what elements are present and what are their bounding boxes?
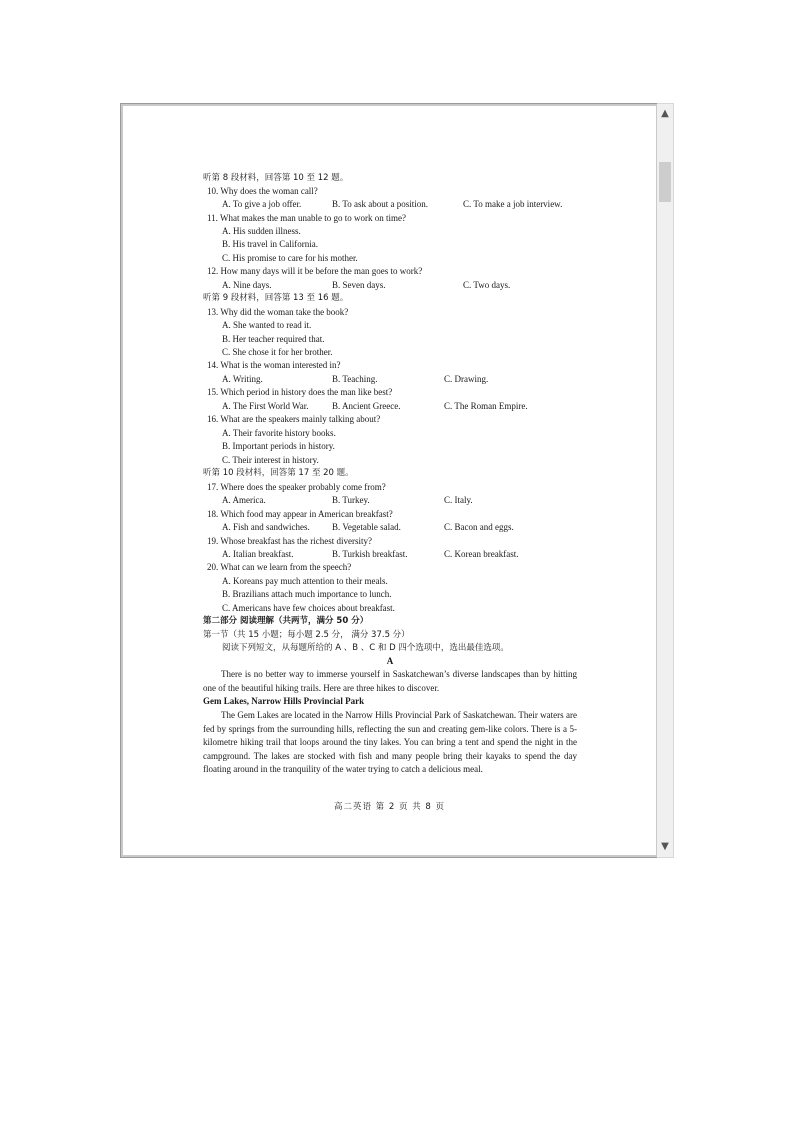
page-footer: 高二英语 第 2 页 共 8 页 xyxy=(333,802,446,812)
passage-intro: There is no better way to immerse yourself in Saskatchewan’s diverse landscapes than by hitting one of the beautiful hiking trails. Here are three hikes to discover. xyxy=(203,669,577,693)
question-13: 13. Why did the woman take the book? xyxy=(207,307,349,317)
option-11b: B. His travel in California. xyxy=(222,239,318,249)
section-heading-listen10: 听第 10 段材料，回答第 17 至 20 题。 xyxy=(203,468,354,478)
scroll-up-icon[interactable]: ▲ xyxy=(661,108,669,119)
option-12c: C. Two days. xyxy=(463,280,511,290)
option-20b: B. Brazilians attach much importance to lunch. xyxy=(222,589,392,599)
option-16c: C. Their interest in history. xyxy=(222,455,319,465)
passage-heading-gem-lakes: Gem Lakes, Narrow Hills Provincial Park xyxy=(203,696,365,706)
passage-letter: A xyxy=(386,656,394,666)
question-12: 12. How many days will it be before the man goes to work? xyxy=(207,266,423,276)
question-15: 15. Which period in history does the man like best? xyxy=(207,387,393,397)
option-17c: C. Italy. xyxy=(444,495,473,505)
option-19a: A. Italian breakfast. xyxy=(222,549,294,559)
document-viewer xyxy=(120,103,659,858)
option-15a: A. The First World War. xyxy=(222,401,309,411)
option-14a: A. Writing. xyxy=(222,374,263,384)
option-19c: C. Korean breakfast. xyxy=(444,549,519,559)
option-20a: A. Koreans pay much attention to their meals. xyxy=(222,576,388,586)
option-13a: A. She wanted to read it. xyxy=(222,320,312,330)
part-two-heading: 第二部分 阅读理解（共两节，满分 50 分） xyxy=(203,616,369,626)
option-18a: A. Fish and sandwiches. xyxy=(222,522,310,532)
vertical-scrollbar[interactable] xyxy=(657,103,674,858)
option-20c: C. Americans have few choices about breakfast. xyxy=(222,603,395,613)
option-11c: C. His promise to care for his mother. xyxy=(222,253,358,263)
option-14b: B. Teaching. xyxy=(332,374,378,384)
question-17: 17. Where does the speaker probably come from? xyxy=(207,482,386,492)
option-19b: B. Turkish breakfast. xyxy=(332,549,408,559)
option-10a: A. To give a job offer. xyxy=(222,199,302,209)
option-15c: C. The Roman Empire. xyxy=(444,401,528,411)
question-18: 18. Which food may appear in American breakfast? xyxy=(207,509,393,519)
section-one-heading: 第一节（共 15 小题；每小题 2.5 分， 满分 37.5 分） xyxy=(203,630,410,640)
option-16b: B. Important periods in history. xyxy=(222,441,335,451)
option-12b: B. Seven days. xyxy=(332,280,386,290)
option-13b: B. Her teacher required that. xyxy=(222,334,325,344)
question-11: 11. What makes the man unable to go to work on time? xyxy=(207,213,406,223)
scrollbar-thumb[interactable] xyxy=(659,162,671,202)
question-14: 14. What is the woman interested in? xyxy=(207,360,341,370)
option-16a: A. Their favorite history books. xyxy=(222,428,336,438)
scroll-down-icon[interactable]: ▼ xyxy=(661,841,669,852)
option-14c: C. Drawing. xyxy=(444,374,489,384)
option-15b: B. Ancient Greece. xyxy=(332,401,401,411)
option-17a: A. America. xyxy=(222,495,266,505)
option-12a: A. Nine days. xyxy=(222,280,272,290)
option-13c: C. She chose it for her brother. xyxy=(222,347,333,357)
option-10b: B. To ask about a position. xyxy=(332,199,428,209)
option-11a: A. His sudden illness. xyxy=(222,226,301,236)
option-10c: C. To make a job interview. xyxy=(463,199,563,209)
question-19: 19. Whose breakfast has the richest diversity? xyxy=(207,536,373,546)
section-heading-listen9: 听第 9 段材料，回答第 13 至 16 题。 xyxy=(203,293,349,303)
option-17b: B. Turkey. xyxy=(332,495,370,505)
option-18b: B. Vegetable salad. xyxy=(332,522,401,532)
question-16: 16. What are the speakers mainly talking about? xyxy=(207,414,381,424)
passage-paragraph-gem-lakes: The Gem Lakes are located in the Narrow Hills Provincial Park of Saskatchewan. Their waters are fed by springs from the surrounding hills, reflecting the sun and creating gem-like colors. There is a 5-kilometre hiking trail that loops around the tiny lakes. You can bring a tent and spend the night in the campground. The lakes are stocked with fish and many people bring their kayaks to spend the day floating around in the tranquility of the water trying to catch a delicious meal. xyxy=(203,710,577,774)
question-20: 20. What can we learn from the speech? xyxy=(207,562,352,572)
reading-instruction: 阅读下列短文，从每题所给的 A 、B 、C 和 D 四个选项中，选出最佳选项。 xyxy=(222,643,509,653)
document-page xyxy=(121,104,658,857)
question-10: 10. Why does the woman call? xyxy=(207,186,318,196)
option-18c: C. Bacon and eggs. xyxy=(444,522,514,532)
section-heading-listen8: 听第 8 段材料，回答第 10 至 12 题。 xyxy=(203,173,349,183)
